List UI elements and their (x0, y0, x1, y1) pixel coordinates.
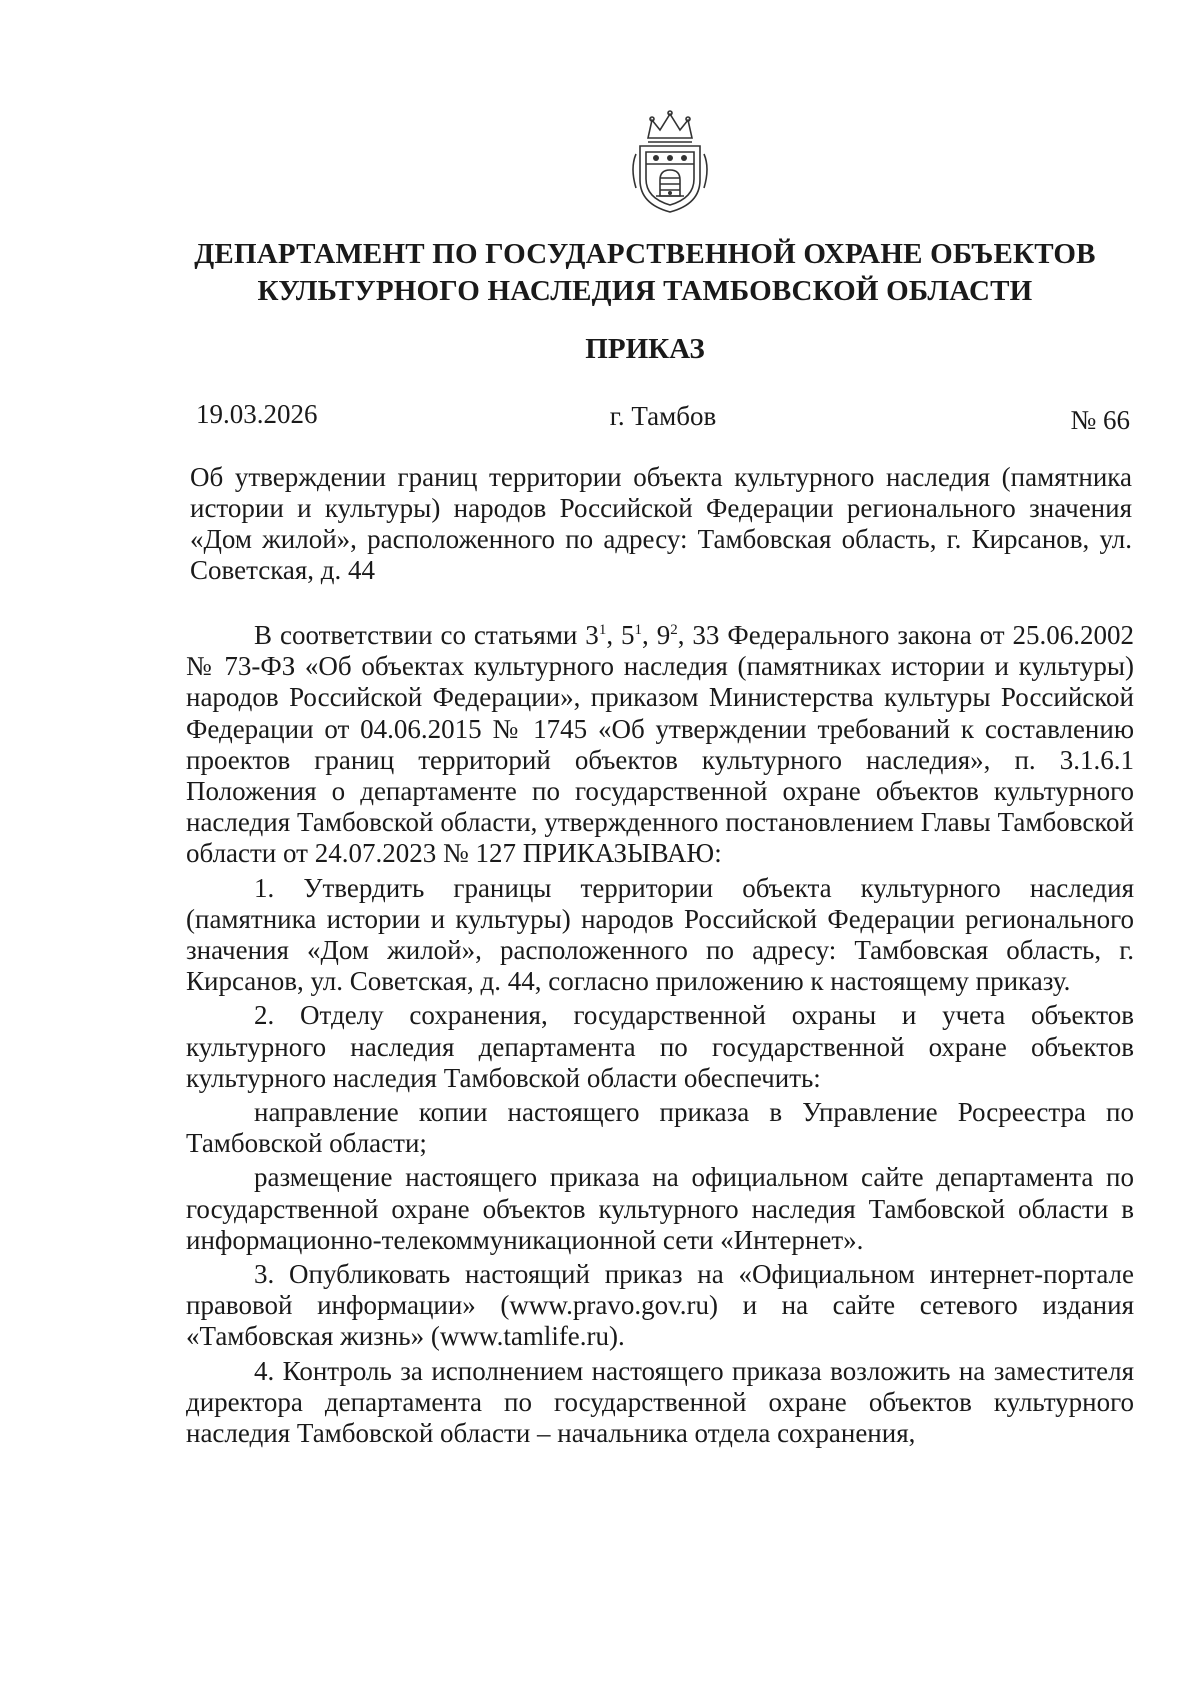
order-item-3: 3. Опубликовать настоящий приказ на «Официальном интернет-портале правовой информации» (www.pravo.gov.ru) и на сайте сетевого издания «Тамбовская жизнь» (www.tamlife.ru). (186, 1259, 1134, 1352)
order-item-2: 2. Отделу сохранения, государственной охраны и учета объектов культурного наследия департамента по государственной охране объектов культурного наследия Тамбовской области обеспечить: (186, 1000, 1134, 1093)
header-line-1: ДЕПАРТАМЕНТ ПО ГОСУДАРСТВЕННОЙ ОХРАНЕ ОБЪЕКТОВ (194, 238, 1096, 270)
tambov-coat-of-arms-icon (622, 108, 718, 216)
order-item-4: 4. Контроль за исполнением настоящего приказа возложить на заместителя директора департамента по государственной охране объектов культурного наследия Тамбовской области – начальника отдела сохранения, (186, 1355, 1134, 1449)
department-header (150, 236, 1140, 310)
order-meta-row (196, 397, 1130, 437)
header-line-2: КУЛЬТУРНОГО НАСЛЕДИЯ ТАМБОВСКОЙ ОБЛАСТИ (257, 275, 1033, 307)
order-number: № 66 (1070, 405, 1130, 435)
order-city: г. Тамбов (609, 401, 717, 431)
order-item-2-sub-2: размещение настоящего приказа на официальном сайте департамента по государственной охране объектов культурного наследия Тамбовской области в информационно-телекоммуникационной сети «Интернет». (186, 1162, 1134, 1255)
order-body (186, 620, 1134, 1452)
preamble-paragraph: В соответствии со статьями $3^1$, $5^1$, $9^2$, 33 Федерального закона от 25.06.2002 № 73-ФЗ «Об объектах культурного наследия (памятниках истории и культуры) народов Российской Федерации», приказом Министерства культуры Российской Федерации от 04.06.2015 № 1745 «Об утверждении требований к составлению проектов границ территорий объектов культурного наследия», п. 3.1.6.1 Положения о департаменте по государственной охране объектов культурного наследия Тамбовской области, утвержденного постановлением Главы Тамбовской области от 24.07.2023 № 127 ПРИКАЗЫВАЮ: (186, 620, 1135, 869)
order-subject: Об утверждении границ территории объекта культурного наследия (памятника истории и культуры) народов Российской Федерации регионального значения «Дом жилой», расположенного по адресу: Тамбовская область, г. Кирсанов, ул. Советская, д. 44 (190, 462, 1132, 585)
order-item-1: 1. Утвердить границы территории объекта культурного наследия (памятника истории и культуры) народов Российской Федерации регионального значения «Дом жилой», расположенного по адресу: Тамбовская область, г. Кирсанов, ул. Советская, д. 44, согласно приложению к настоящему приказу. (186, 872, 1134, 997)
order-date: 19.03.2026 (196, 399, 318, 429)
document-type-title: ПРИКАЗ (585, 333, 705, 365)
order-item-2-sub-1: направление копии настоящего приказа в Управление Росреестра по Тамбовской области; (186, 1097, 1134, 1159)
